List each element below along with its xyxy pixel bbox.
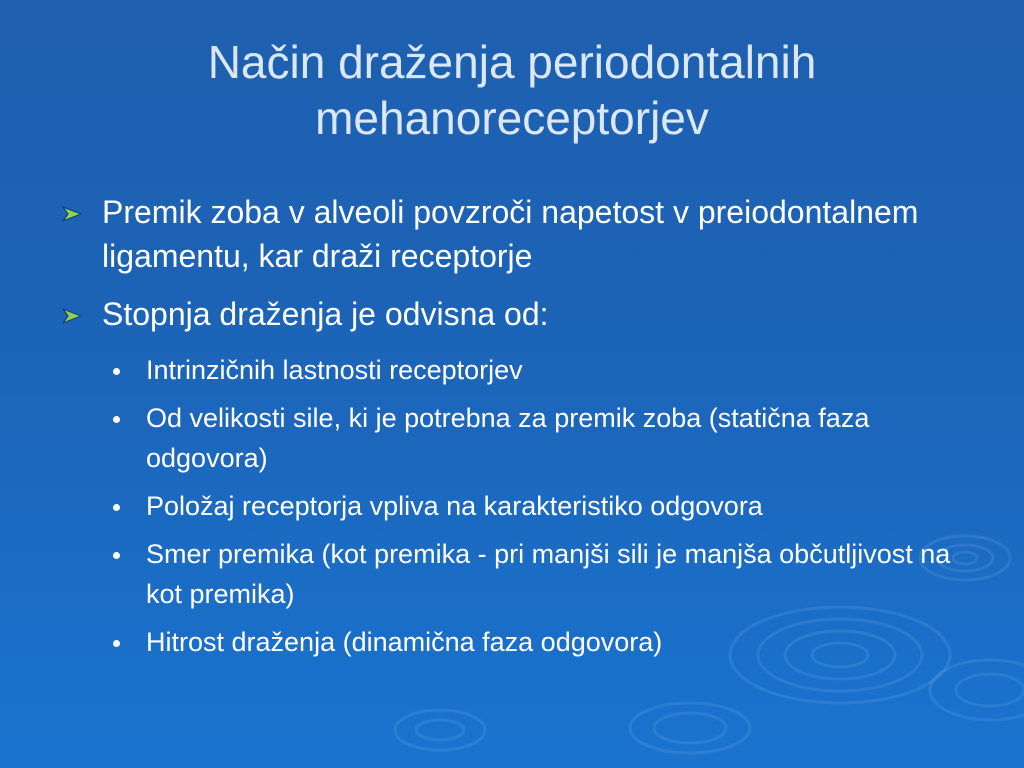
- bullet-level2: [113, 534, 962, 614]
- slide-body: [62, 190, 962, 670]
- bullet-level2: [113, 350, 962, 390]
- title-line-1: Način draženja periodontalnih: [207, 36, 817, 88]
- bullet-level1: [62, 190, 962, 278]
- arrow-marker-icon: [62, 206, 84, 222]
- bullet-level2: [113, 486, 962, 526]
- slide-title: [60, 34, 964, 146]
- dot-bullet-icon: [113, 552, 120, 559]
- title-line-2: mehanoreceptorjev: [315, 92, 709, 144]
- sub-bullet-text: Hitrost draženja (dinamična faza odgovora): [146, 627, 663, 657]
- dot-bullet-icon: [113, 640, 120, 647]
- sub-bullet-text: Od velikosti sile, ki je potrebna za premik zoba (statična faza odgovora): [146, 403, 870, 473]
- sub-bullet-text: Smer premika (kot premika - pri manjši sili je manjša občutljivost na kot premika): [146, 539, 951, 609]
- bullet-text: Stopnja draženja je odvisna od:: [102, 296, 549, 332]
- bullet-level1: [62, 292, 962, 336]
- sub-bullet-text: Položaj receptorja vpliva na karakteristiko odgovora: [146, 491, 763, 521]
- bullet-level2: [113, 622, 962, 662]
- bullet-level2: [113, 398, 962, 478]
- bullet-text: Premik zoba v alveoli povzroči napetost v preiodontalnem ligamentu, kar draži receptorje: [102, 194, 919, 274]
- dot-bullet-icon: [113, 504, 120, 511]
- sub-bullet-text: Intrinzičnih lastnosti receptorjev: [146, 355, 523, 385]
- arrow-marker-icon: [62, 308, 84, 324]
- dot-bullet-icon: [113, 368, 120, 375]
- dot-bullet-icon: [113, 416, 120, 423]
